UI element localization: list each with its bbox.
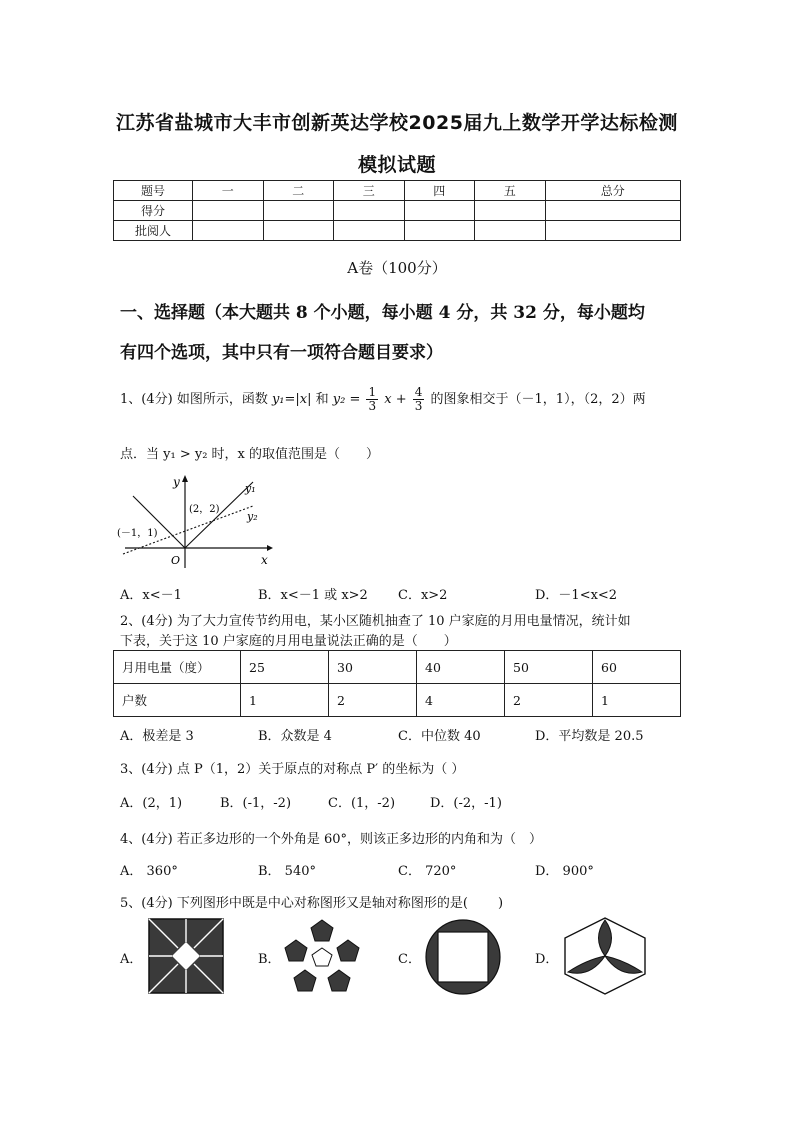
q2-option-c[interactable]: C．中位数 40 [398, 729, 481, 744]
q1-option-b[interactable]: B．x<－1 或 x>2 [258, 588, 368, 603]
q2-table-cell: 50 [505, 651, 593, 684]
score-cell[interactable] [545, 221, 681, 241]
score-cell[interactable] [193, 201, 264, 221]
q1-y1-expression: y₁=|x| [271, 392, 312, 407]
q2-table-row [114, 651, 681, 684]
inscribed-square [438, 932, 488, 982]
y-axis-label: y [173, 475, 180, 489]
q2-table-cell: 2 [329, 684, 417, 717]
q2-table-cell: 1 [241, 684, 329, 717]
q1-mid: 和 [311, 392, 333, 407]
x-axis-label: x [261, 553, 268, 567]
q1-stem-line1 [120, 386, 690, 413]
q1-fraction-2 [413, 386, 425, 413]
q5-figure-d-hexagon-petals[interactable] [562, 916, 648, 996]
q1-stem-line2: 点．当 y₁ > y₂ 时，x 的取值范围是（ ） [120, 447, 379, 462]
q1-prefix: 1、(4分) 如图所示，函数 [120, 392, 272, 407]
fraction-numerator: 4 [414, 385, 423, 399]
q1-x-plus: x + [380, 392, 411, 407]
q2-table-cell: 户数 [114, 684, 241, 717]
q3-option-c[interactable]: C．(1，-2) [328, 796, 396, 811]
q1-suffix: 的图象相交于（－1，1），（2，2）两 [426, 392, 646, 407]
section-heading-line2: 有四个选项，其中只有一项符合题目要求） [120, 343, 443, 363]
q3-option-d[interactable]: D．(-2，-1) [430, 796, 502, 811]
q1-function-graph [115, 472, 275, 572]
score-header-cell: 总分 [545, 181, 681, 201]
score-table-header [114, 181, 681, 201]
paper-label: A卷（100分） [347, 259, 447, 277]
q2-stem-line2: 下表，关于这 10 户家庭的月用电量说法正确的是（ ） [120, 634, 457, 649]
center-pentagon-hole [312, 948, 332, 966]
q1-option-c[interactable]: C．x>2 [398, 588, 448, 603]
section-heading-line1: 一、选择题（本大题共 8 个小题，每小题 4 分，共 32 分，每小题均 [120, 303, 645, 323]
q5-option-a-label[interactable]: A． [120, 952, 143, 967]
q5-option-b-label[interactable]: B． [258, 952, 281, 967]
score-cell[interactable] [475, 201, 546, 221]
score-header-cell: 四 [404, 181, 475, 201]
q3-stem: 3、(4分) 点 P（1，2）关于原点的对称点 P′ 的坐标为（ ） [120, 762, 465, 777]
q4-option-c[interactable]: C． 720° [398, 864, 457, 879]
fraction-denominator: 3 [414, 399, 423, 413]
score-header-cell: 一 [193, 181, 264, 201]
fraction-numerator: 1 [368, 385, 377, 399]
q2-table-cell: 30 [329, 651, 417, 684]
q2-electricity-table [113, 650, 681, 717]
y-axis-arrow-icon [182, 475, 188, 482]
q2-table-cell: 1 [593, 684, 681, 717]
score-header-cell: 题号 [114, 181, 193, 201]
q1-fraction-1 [366, 386, 378, 413]
q5-option-d-label[interactable]: D． [535, 952, 559, 967]
q2-table-row [114, 684, 681, 717]
y1-label: y₁ [245, 482, 256, 495]
q2-table-cell: 月用电量（度） [114, 651, 241, 684]
score-header-cell: 三 [334, 181, 405, 201]
score-table-row [114, 201, 681, 221]
score-cell[interactable] [334, 201, 405, 221]
score-table [113, 180, 681, 241]
q5-option-c-label[interactable]: C． [398, 952, 421, 967]
score-header-cell: 五 [475, 181, 546, 201]
score-row-label: 批阅人 [114, 221, 193, 241]
q2-option-a[interactable]: A．极差是 3 [120, 729, 194, 744]
score-table-row [114, 221, 681, 241]
q2-table-cell: 40 [417, 651, 505, 684]
q5-figure-b-pentagon-ring[interactable] [282, 918, 362, 994]
q5-figure-c-circle-square[interactable] [424, 918, 502, 996]
score-cell[interactable] [404, 221, 475, 241]
point-label-2-2: (2，2) [189, 504, 220, 515]
exam-title-line2: 模拟试题 [357, 154, 436, 176]
q2-option-b[interactable]: B．众数是 4 [258, 729, 332, 744]
q4-option-a[interactable]: A． 360° [120, 864, 178, 879]
q3-option-b[interactable]: B．(-1，-2) [220, 796, 292, 811]
score-header-cell: 二 [263, 181, 334, 201]
point-label-neg1-1: (－1，1) [117, 528, 158, 539]
q4-option-d[interactable]: D． 900° [535, 864, 594, 879]
q4-stem: 4、(4分) 若正多边形的一个外角是 60°，则该正多边形的内角和为（ ） [120, 832, 542, 847]
exam-title-line1: 江苏省盐城市大丰市创新英达学校2025届九上数学开学达标检测 [116, 112, 678, 134]
score-cell[interactable] [334, 221, 405, 241]
q1-y2-lhs: y₂ = [332, 392, 365, 407]
score-row-label: 得分 [114, 201, 193, 221]
q4-option-b[interactable]: B． 540° [258, 864, 316, 879]
q2-table-cell: 25 [241, 651, 329, 684]
score-cell[interactable] [193, 221, 264, 241]
y1-right-branch [185, 482, 253, 548]
q2-table-cell: 2 [505, 684, 593, 717]
score-cell[interactable] [475, 221, 546, 241]
score-cell[interactable] [263, 221, 334, 241]
y1-left-branch [133, 496, 185, 548]
q2-option-d[interactable]: D．平均数是 20.5 [535, 729, 644, 744]
q2-stem-line1: 2、(4分) 为了大力宣传节约用电，某小区随机抽查了 10 户家庭的月用电量情况，统计如 [120, 614, 631, 629]
y2-label: y₂ [247, 510, 258, 523]
q1-option-d[interactable]: D．－1<x<2 [535, 588, 618, 603]
score-cell[interactable] [263, 201, 334, 221]
q1-option-a[interactable]: A．x<－1 [120, 588, 182, 603]
score-cell[interactable] [404, 201, 475, 221]
score-cell[interactable] [545, 201, 681, 221]
fraction-denominator: 3 [368, 399, 377, 413]
x-axis-arrow-icon [267, 545, 273, 551]
origin-label: O [171, 554, 181, 567]
q3-option-a[interactable]: A．(2，1) [120, 796, 183, 811]
q2-table-cell: 4 [417, 684, 505, 717]
q5-figure-a-square-pinwheel[interactable] [148, 918, 224, 994]
q2-table-cell: 60 [593, 651, 681, 684]
q5-stem: 5、(4分) 下列图形中既是中心对称图形又是轴对称图形的是( ) [120, 896, 504, 911]
